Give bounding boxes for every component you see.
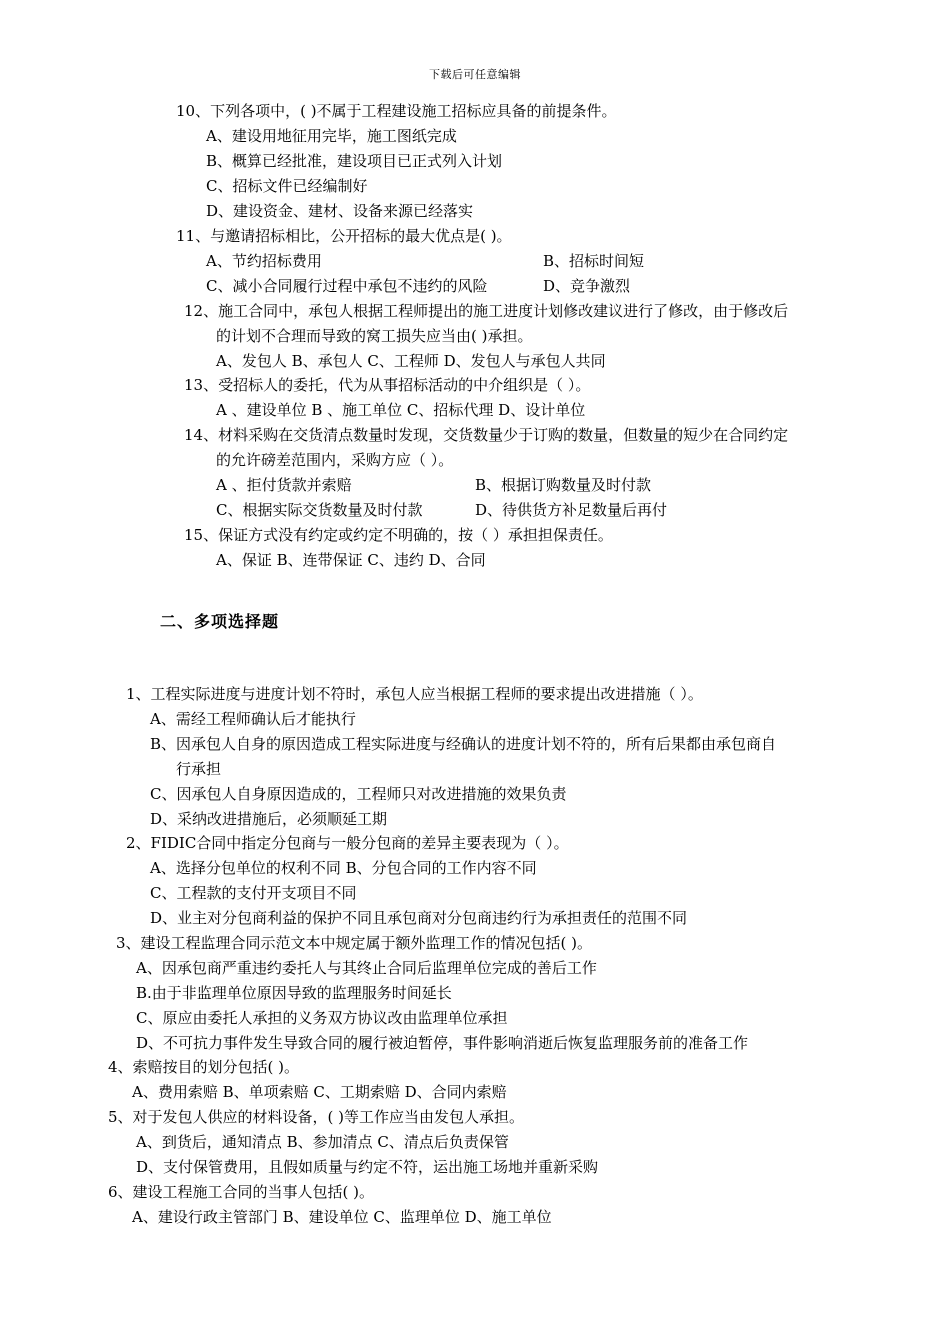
- question-10-option-c: C、招标文件已经编制好: [206, 177, 368, 195]
- question-14-stem-line-2: 的允许磅差范围内，采购方应（ ）。: [216, 451, 454, 469]
- mc-question-3-option-d: D、不可抗力事件发生导致合同的履行被迫暂停，事件影响消逝后恢复监理服务前的准备工作: [136, 1034, 749, 1052]
- question-10-option-a: A、建设用地征用完毕，施工图纸完成: [206, 127, 457, 145]
- mc-question-1-option-c: C、因承包人自身原因造成的，工程师只对改进措施的效果负责: [150, 785, 567, 803]
- mc-question-1-option-d: D、采纳改进措施后，必须顺延工期: [150, 810, 388, 828]
- question-10-option-d: D、建设资金、建材、设备来源已经落实: [206, 202, 474, 220]
- question-14-option-d: D、待供货方补足数量后再付: [475, 501, 668, 519]
- question-14-option-b: B、根据订购数量及时付款: [475, 476, 652, 494]
- page-header: 下载后可任意编辑: [429, 68, 521, 81]
- mc-question-3-option-c: C、原应由委托人承担的义务双方协议改由监理单位承担: [136, 1009, 508, 1027]
- mc-question-1-option-a: A、需经工程师确认后才能执行: [150, 710, 356, 728]
- mc-question-1-stem: 1、工程实际进度与进度计划不符时，承包人应当根据工程师的要求提出改进措施（ ）。: [126, 685, 703, 703]
- mc-question-6-stem: 6、建设工程施工合同的当事人包括( )。: [108, 1183, 375, 1201]
- question-15-stem: 15、保证方式没有约定或约定不明确的，按（ ）承担担保责任。: [184, 526, 613, 544]
- question-12-options: A、发包人 B、承包人 C、工程师 D、发包人与承包人共同: [216, 352, 606, 370]
- mc-question-2-option-c: C、工程款的支付开支项目不同: [150, 884, 357, 902]
- question-11-option-c: C、减小合同履行过程中承包不违约的风险: [206, 277, 488, 295]
- mc-question-3-stem: 3、建设工程监理合同示范文本中规定属于额外监理工作的情况包括( )。: [116, 934, 593, 952]
- question-11-stem: 11、与邀请招标相比，公开招标的最大优点是( )。: [176, 227, 512, 245]
- question-15-options: A、保证 B、连带保证 C、违约 D、合同: [216, 551, 486, 569]
- question-14-option-a: A 、拒付货款并索赔: [216, 476, 352, 494]
- mc-question-3-option-a: A、因承包商严重违约委托人与其终止合同后监理单位完成的善后工作: [136, 959, 597, 977]
- mc-question-4-options: A、费用索赔 B、单项索赔 C、工期索赔 D、合同内索赔: [132, 1083, 507, 1101]
- mc-question-4-stem: 4、索赔按目的划分包括( )。: [108, 1058, 300, 1076]
- question-10-option-b: B、概算已经批准，建设项目已正式列入计划: [206, 152, 503, 170]
- mc-question-6-options: A、建设行政主管部门 B、建设单位 C、监理单位 D、施工单位: [132, 1208, 552, 1226]
- question-13-options: A 、建设单位 B 、施工单位 C、招标代理 D、设计单位: [216, 401, 586, 419]
- mc-question-2-options-ab: A、选择分包单位的权利不同 B、分包合同的工作内容不同: [150, 859, 537, 877]
- mc-question-1-option-b-line-2: 行承担: [176, 760, 222, 778]
- question-13-stem: 13、受招标人的委托，代为从事招标活动的中介组织是（ ）。: [184, 376, 591, 394]
- question-11-option-a: A、节约招标费用: [206, 252, 322, 270]
- mc-question-2-stem: 2、FIDIC合同中指定分包商与一般分包商的差异主要表现为（ ）。: [126, 834, 569, 852]
- question-11-option-b: B、招标时间短: [543, 252, 645, 270]
- mc-question-3-option-b: B.由于非监理单位原因导致的监理服务时间延长: [136, 984, 452, 1002]
- mc-question-5-options-abc: A、到货后，通知清点 B、参加清点 C、清点后负责保管: [136, 1133, 509, 1151]
- mc-question-5-stem: 5、对于发包人供应的材料设备，( )等工作应当由发包人承担。: [108, 1108, 525, 1126]
- section-heading-multiple-choice: 二、多项选择题: [160, 612, 280, 631]
- question-10-stem: 10、下列各项中，( )不属于工程建设施工招标应具备的前提条件。: [176, 102, 617, 120]
- mc-question-2-option-d: D、业主对分包商利益的保护不同且承包商对分包商违约行为承担责任的范围不同: [150, 909, 688, 927]
- question-14-option-c: C、根据实际交货数量及时付款: [216, 501, 423, 519]
- mc-question-5-option-d: D、支付保管费用，且假如质量与约定不符，运出施工场地并重新采购: [136, 1158, 599, 1176]
- question-12-stem-line-1: 12、施工合同中，承包人根据工程师提出的施工进度计划修改建议进行了修改，由于修改后: [184, 302, 789, 320]
- question-12-stem-line-2: 的计划不合理而导致的窝工损失应当由( )承担。: [216, 327, 533, 345]
- mc-question-1-option-b-line-1: B、因承包人自身的原因造成工程实际进度与经确认的进度计划不符的，所有后果都由承包商自: [150, 735, 777, 753]
- question-11-option-d: D、竞争激烈: [543, 277, 631, 295]
- question-14-stem-line-1: 14、材料采购在交货清点数量时发现，交货数量少于订购的数量，但数量的短少在合同约定: [184, 426, 789, 444]
